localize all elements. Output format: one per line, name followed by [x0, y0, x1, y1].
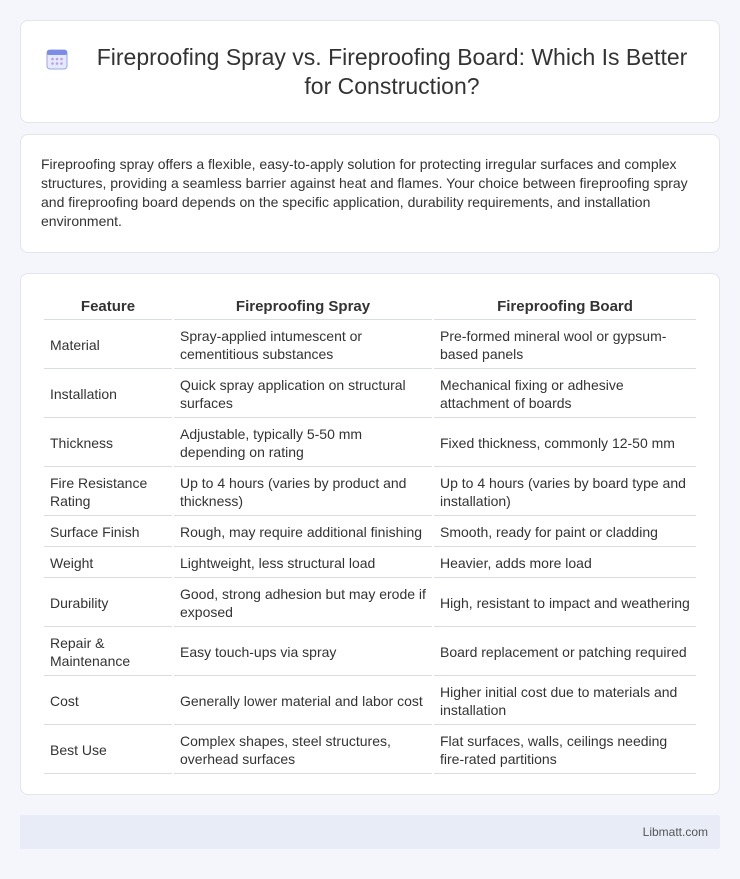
comparison-table-card [20, 273, 720, 795]
board-cell: Fixed thickness, commonly 12-50 mm [434, 418, 696, 467]
board-cell: Flat surfaces, walls, ceilings needing fire-rated partitions [434, 725, 696, 774]
table-row [44, 725, 696, 774]
footer [20, 815, 720, 849]
feature-cell: Durability [44, 578, 172, 627]
feature-cell: Best Use [44, 725, 172, 774]
header-card [20, 20, 720, 123]
board-cell: Up to 4 hours (varies by board type and installation) [434, 467, 696, 516]
spray-cell: Good, strong adhesion but may erode if exposed [174, 578, 432, 627]
table-row [44, 320, 696, 369]
feature-cell: Material [44, 320, 172, 369]
table-row [44, 578, 696, 627]
table-row [44, 676, 696, 725]
table-header-row [44, 294, 696, 320]
page-title: Fireproofing Spray vs. Fireproofing Board: Which Is Better for Construction? [96, 43, 688, 99]
table-row [44, 627, 696, 676]
spray-cell: Adjustable, typically 5-50 mm depending on rating [174, 418, 432, 467]
table-row [44, 369, 696, 418]
footer-brand[interactable]: Libmatt.com [642, 825, 708, 839]
column-header-spray: Fireproofing Spray [174, 294, 432, 320]
spray-cell: Easy touch-ups via spray [174, 627, 432, 676]
table-row [44, 418, 696, 467]
feature-cell: Installation [44, 369, 172, 418]
spray-cell: Lightweight, less structural load [174, 547, 432, 578]
feature-cell: Weight [44, 547, 172, 578]
feature-cell: Fire Resistance Rating [44, 467, 172, 516]
feature-cell: Repair & Maintenance [44, 627, 172, 676]
board-cell: Mechanical fixing or adhesive attachment of boards [434, 369, 696, 418]
spray-cell: Quick spray application on structural surfaces [174, 369, 432, 418]
intro-text: Fireproofing spray offers a flexible, easy-to-apply solution for protecting irregular surfaces and complex structures, providing a seamless barrier against heat and flames. Your choice between fireproofing spray and fireproofing board depends on the specific application, durability requirements, and installation environment. [41, 156, 688, 229]
table-row [44, 516, 696, 547]
board-cell: Higher initial cost due to materials and installation [434, 676, 696, 725]
board-cell: Heavier, adds more load [434, 547, 696, 578]
board-cell: Board replacement or patching required [434, 627, 696, 676]
column-header-feature: Feature [44, 294, 172, 320]
intro-card [20, 134, 720, 253]
feature-cell: Surface Finish [44, 516, 172, 547]
spray-cell: Up to 4 hours (varies by product and thickness) [174, 467, 432, 516]
spray-cell: Complex shapes, steel structures, overhead surfaces [174, 725, 432, 774]
spray-cell: Generally lower material and labor cost [174, 676, 432, 725]
column-header-board: Fireproofing Board [434, 294, 696, 320]
table-row [44, 467, 696, 516]
comparison-table [42, 294, 698, 774]
feature-cell: Thickness [44, 418, 172, 467]
board-cell: Smooth, ready for paint or cladding [434, 516, 696, 547]
feature-cell: Cost [44, 676, 172, 725]
spray-cell: Rough, may require additional finishing [174, 516, 432, 547]
table-row [44, 547, 696, 578]
board-cell: Pre-formed mineral wool or gypsum-based panels [434, 320, 696, 369]
board-cell: High, resistant to impact and weathering [434, 578, 696, 627]
spray-cell: Spray-applied intumescent or cementitious substances [174, 320, 432, 369]
